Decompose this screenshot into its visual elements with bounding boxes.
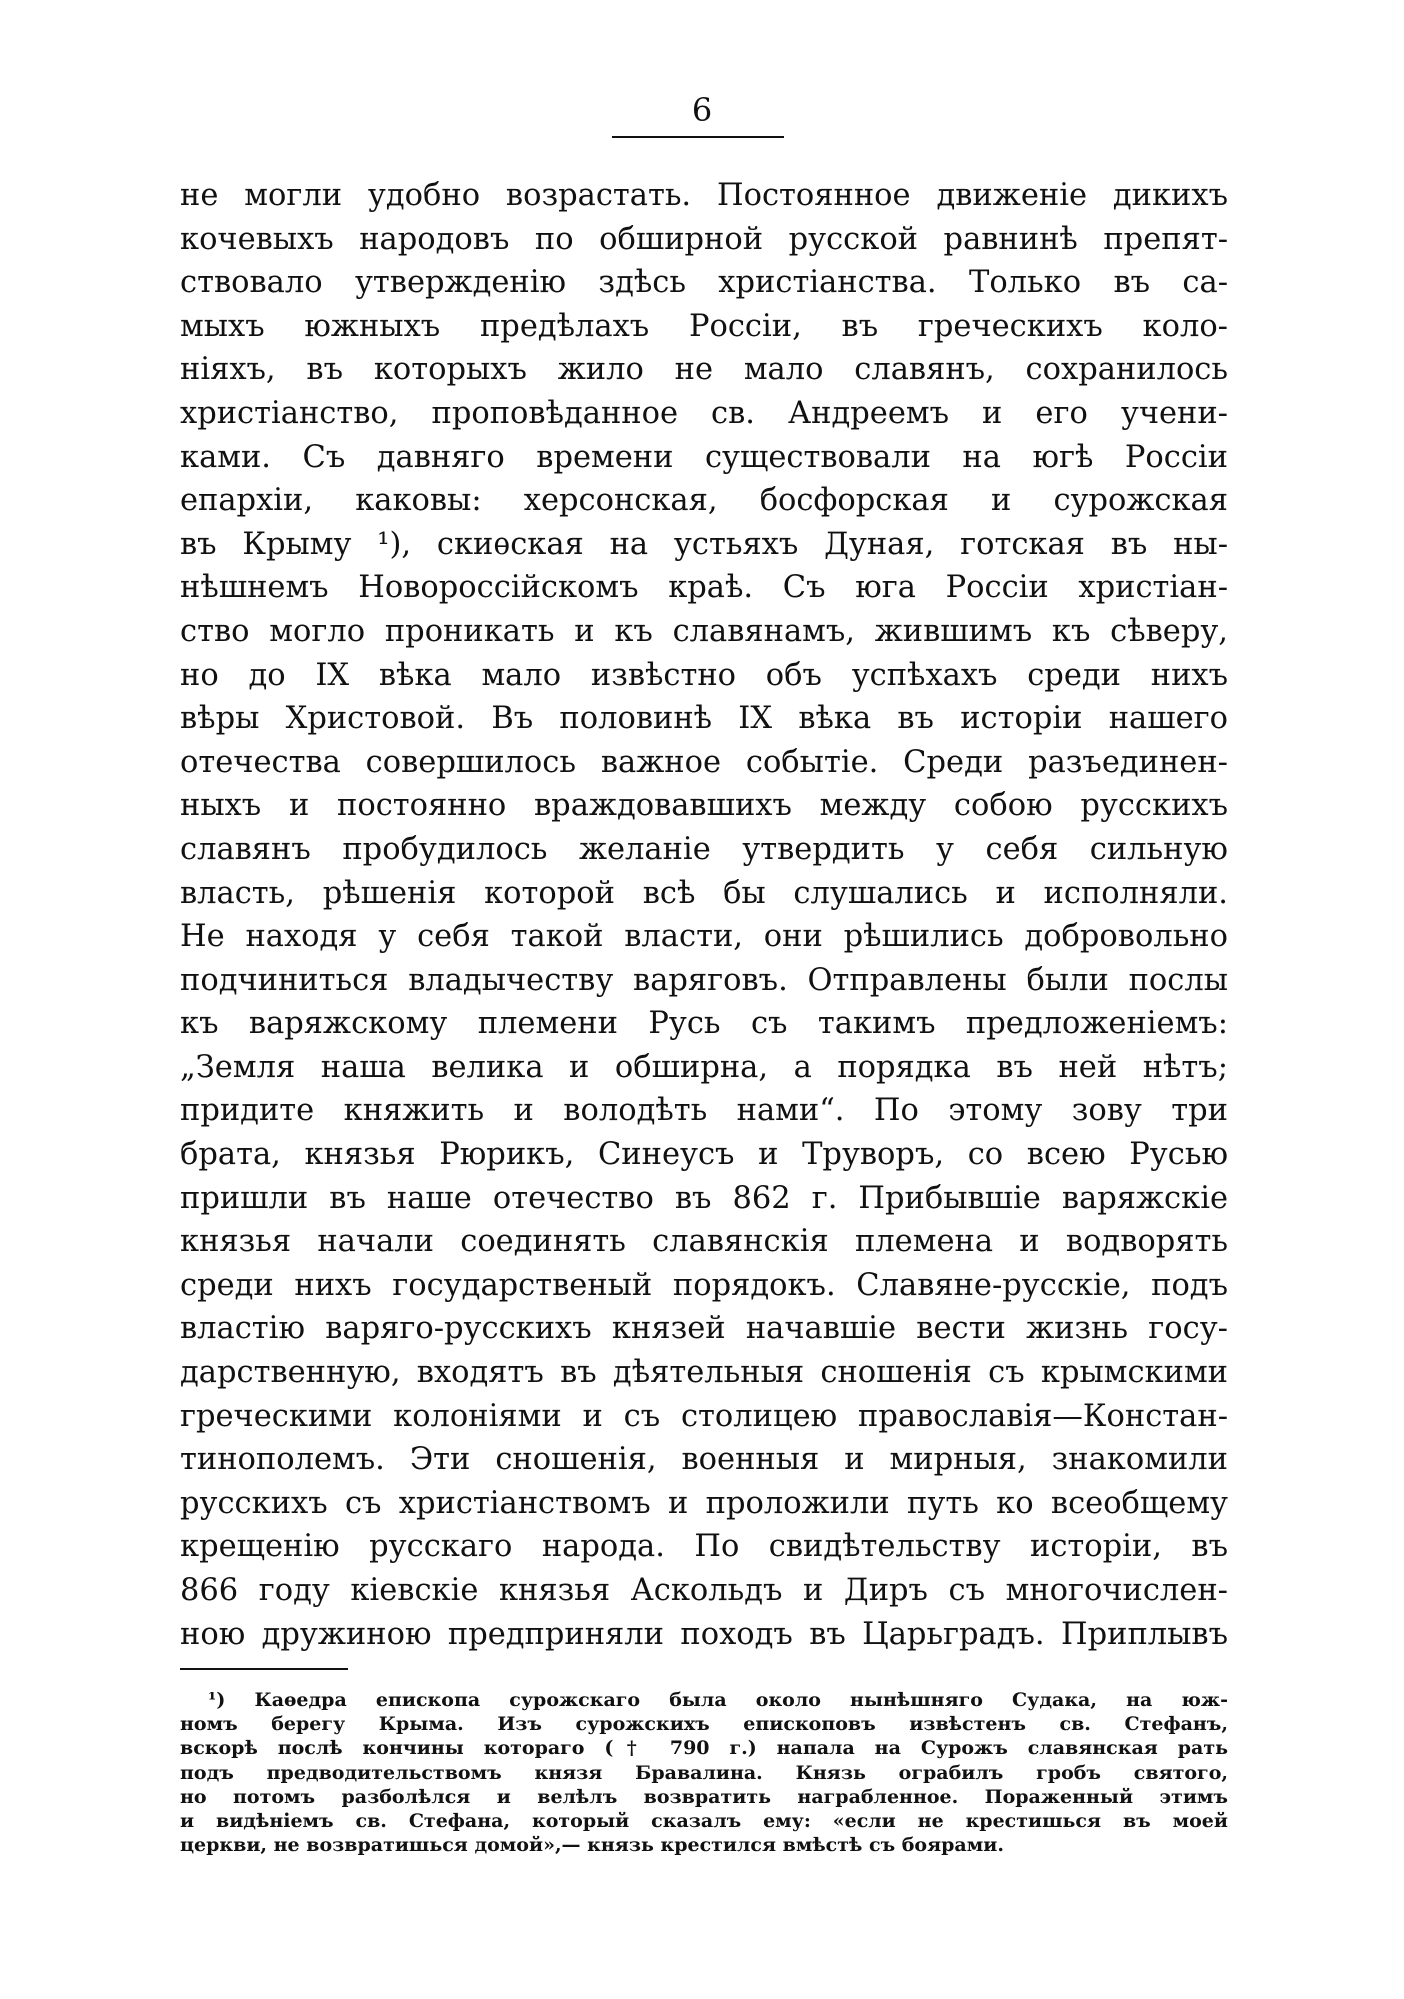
text-line: ками. Съ давняго времени существовали на югѣ Россіи <box>180 439 1228 475</box>
text-line: отечества совершилось важное событіе. Среди разъединен- <box>180 744 1228 780</box>
text-line: русскихъ съ христіанствомъ и проложили путь ко всеобщему <box>180 1485 1228 1521</box>
text-line: мыхъ южныхъ предѣлахъ Россіи, въ греческихъ коло- <box>180 308 1228 344</box>
text-line: кочевыхъ народовъ по обширной русской равнинѣ препят- <box>180 221 1228 257</box>
body-text <box>180 174 1228 1656</box>
text-line: властію варяго-русскихъ князей начавшіе вести жизнь госу- <box>180 1311 1228 1347</box>
header-rule <box>612 136 784 138</box>
text-line: придите княжить и володѣть нами“. По этому зову три <box>180 1093 1228 1129</box>
text-line: тинополемъ. Эти сношенія, военныя и мирныя, знакомили <box>180 1442 1228 1478</box>
text-line: не могли удобно возрастать. Постоянное движеніе дикихъ <box>180 178 1228 213</box>
page-number: 6 <box>691 91 713 129</box>
text-line: греческими колоніями и съ столицею православія—Констан- <box>180 1398 1228 1434</box>
text-line: 866 году кіевскіе князья Аскольдъ и Диръ съ многочислен- <box>180 1573 1228 1608</box>
text-line: ство могло проникать и къ славянамъ, жившимъ къ сѣверу, <box>180 613 1228 649</box>
footnote <box>180 1688 1228 1857</box>
text-line: ніяхъ, въ которыхъ жило не мало славянъ, сохранилось <box>180 352 1228 388</box>
text-line: въ Крыму ¹), скиѳская на устьяхъ Дуная, готская въ ны- <box>180 526 1228 562</box>
text-line: епархіи, каковы: херсонская, босфорская и сурожская <box>180 483 1228 519</box>
text-line: пришли въ наше отечество въ 862 г. Прибывшіе варяжскіе <box>180 1180 1228 1216</box>
text-line: къ варяжскому племени Русь съ такимъ предложеніемъ: <box>180 1006 1228 1042</box>
text-line: среди нихъ государственый порядокъ. Славяне-русскіе, подъ <box>180 1267 1228 1303</box>
footnote-line: номъ берегу Крыма. Изъ сурожскихъ епископовъ извѣстенъ св. Стефанъ, <box>180 1713 1228 1736</box>
text-line: ныхъ и постоянно враждовавшихъ между собою русскихъ <box>180 788 1228 824</box>
text-line: князья начали соединять славянскія племена и водворять <box>180 1224 1228 1260</box>
text-line: Не находя у себя такой власти, они рѣшились добровольно <box>180 919 1228 955</box>
text-line: ствовало утвержденію здѣсь христіанства. Только въ са- <box>180 265 1228 301</box>
text-line: ною дружиною предприняли походъ въ Царьградъ. Приплывъ <box>180 1616 1228 1652</box>
text-line: славянъ пробудилось желаніе утвердить у себя сильную <box>180 831 1228 867</box>
footnote-line: вскорѣ послѣ кончины котораго († 790 г.) напала на Сурожъ славянская рать <box>180 1737 1228 1760</box>
footnote-line: ¹) Каѳедра епископа сурожскаго была около нынѣшняго Судака, на юж- <box>208 1689 1228 1711</box>
text-line: „Земля наша велика и обширна, а порядка въ ней нѣтъ; <box>180 1049 1228 1085</box>
footnote-rule <box>180 1668 348 1670</box>
text-line: но до IX вѣка мало извѣстно объ успѣхахъ среди нихъ <box>180 657 1228 693</box>
text-line: христіанство, проповѣданное св. Андреемъ и его учени- <box>180 395 1228 431</box>
footnote-line: церкви, не возвратишься домой»,— князь крестился вмѣстѣ съ боярами. <box>180 1834 1004 1857</box>
footnote-line: и видѣніемъ св. Стефана, который сказалъ ему: «если не крестишься въ моей <box>180 1809 1228 1832</box>
footnote-line: но потомъ разболѣлся и велѣлъ возвратить награбленное. Пораженный этимъ <box>180 1785 1228 1808</box>
text-line: брата, князья Рюрикъ, Синеусъ и Труворъ, со всею Русью <box>180 1137 1228 1173</box>
text-line: крещенію русскаго народа. По свидѣтельству исторіи, въ <box>180 1529 1228 1565</box>
text-line: подчиниться владычеству варяговъ. Отправлены были послы <box>180 962 1228 998</box>
text-line: нѣшнемъ Новороссійскомъ краѣ. Съ юга Россіи христіан- <box>180 570 1228 606</box>
footnote-line: подъ предводительствомъ князя Бравалина. Князь ограбилъ гробъ святого, <box>180 1761 1228 1784</box>
text-line: дарственную, входятъ въ дѣятельныя сношенія съ крымскими <box>180 1355 1228 1391</box>
text-line: вѣры Христовой. Въ половинѣ IX вѣка въ исторіи нашего <box>180 701 1228 737</box>
text-line: власть, рѣшенія которой всѣ бы слушались и исполняли. <box>180 875 1228 911</box>
